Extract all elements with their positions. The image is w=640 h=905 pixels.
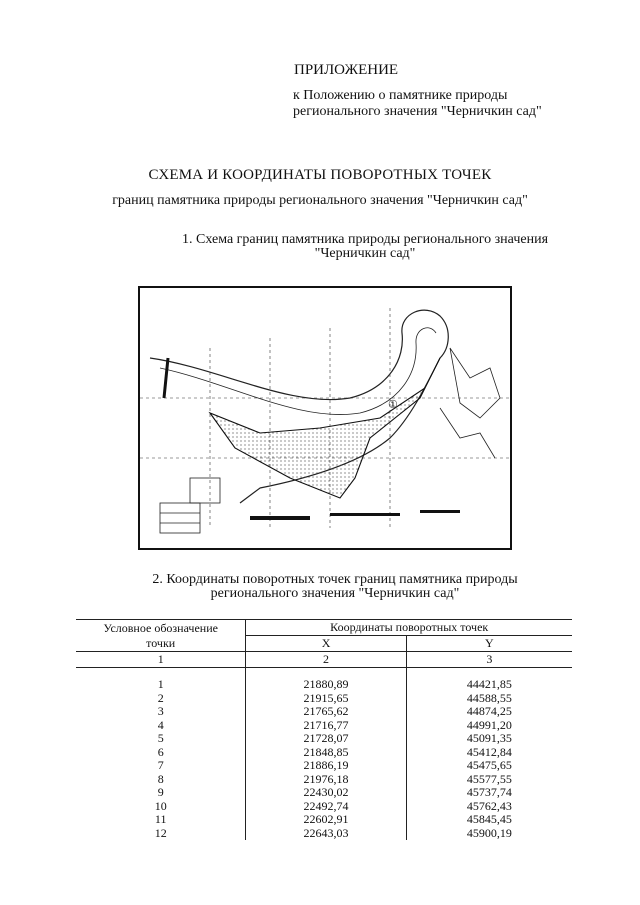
appendix-title: ПРИЛОЖЕНИЕ bbox=[294, 62, 399, 78]
point-header-line1: Условное обозначение bbox=[103, 620, 218, 635]
map-marker-label: ① bbox=[388, 398, 398, 411]
y-cell: 44874,25 bbox=[406, 705, 572, 719]
y-cell: 45762,43 bbox=[406, 800, 572, 814]
y-header: Y bbox=[406, 636, 572, 652]
x-cell: 22492,74 bbox=[246, 800, 406, 814]
x-cell: 22643,03 bbox=[246, 827, 406, 841]
x-cell: 21716,77 bbox=[246, 719, 406, 733]
y-cell: 45900,19 bbox=[406, 827, 572, 841]
point-cell: 8 bbox=[157, 771, 164, 786]
point-cell: 3 bbox=[157, 704, 164, 719]
x-cell: 22430,02 bbox=[246, 786, 406, 800]
table-row bbox=[76, 800, 572, 814]
y-cell: 45412,84 bbox=[406, 746, 572, 760]
section2-title bbox=[110, 573, 560, 601]
point-cell: 6 bbox=[157, 744, 164, 759]
section1-title bbox=[160, 233, 570, 261]
appendix-reference bbox=[293, 88, 542, 120]
y-cell: 45475,65 bbox=[406, 759, 572, 773]
x-header: X bbox=[246, 636, 406, 652]
table-row bbox=[76, 719, 572, 733]
coordinates-group-header: Координаты поворотных точек bbox=[246, 620, 572, 636]
x-cell: 22602,91 bbox=[246, 813, 406, 827]
boundary-map bbox=[138, 286, 512, 550]
point-header-line2: точки bbox=[146, 635, 176, 650]
table-row bbox=[76, 692, 572, 706]
y-cell: 45577,55 bbox=[406, 773, 572, 787]
survey-lines bbox=[140, 308, 510, 528]
table-row bbox=[76, 705, 572, 719]
point-designation-header bbox=[76, 620, 246, 652]
x-cell: 21848,85 bbox=[246, 746, 406, 760]
table-row bbox=[76, 678, 572, 692]
point-cell: 7 bbox=[157, 758, 164, 773]
point-cell: 5 bbox=[157, 731, 164, 746]
table-row bbox=[76, 813, 572, 827]
y-cell: 45845,45 bbox=[406, 813, 572, 827]
y-cell: 44588,55 bbox=[406, 692, 572, 706]
table-row bbox=[76, 827, 572, 841]
y-cell: 44991,20 bbox=[406, 719, 572, 733]
left-boundary-mark bbox=[164, 358, 168, 398]
table-row bbox=[76, 773, 572, 787]
road-strips bbox=[250, 510, 460, 520]
x-cell: 21886,19 bbox=[246, 759, 406, 773]
point-cell: 11 bbox=[154, 812, 167, 827]
x-cell: 21880,89 bbox=[246, 678, 406, 692]
point-cell: 9 bbox=[157, 785, 164, 800]
point-cell: 12 bbox=[154, 825, 167, 840]
table-row bbox=[76, 759, 572, 773]
point-cell: 1 bbox=[157, 677, 164, 692]
y-cell: 44421,85 bbox=[406, 678, 572, 692]
section2-line2: регионального значения "Черничкин сад" bbox=[210, 586, 460, 601]
point-cell: 10 bbox=[154, 798, 167, 813]
appendix-ref-line2: регионального значения "Черничкин сад" bbox=[293, 104, 542, 119]
y-cell: 45091,35 bbox=[406, 732, 572, 746]
col-number-1: 1 bbox=[76, 652, 246, 668]
point-cell: 4 bbox=[157, 717, 164, 732]
x-cell: 21976,18 bbox=[246, 773, 406, 787]
section1-line2: "Черничкин сад" bbox=[314, 246, 416, 261]
scheme-subheading: границ памятника природы регионального значения "Черничкин сад" bbox=[112, 193, 528, 208]
boundary-map-drawing bbox=[140, 288, 510, 548]
table-row bbox=[76, 786, 572, 800]
col-number-2: 2 bbox=[246, 652, 406, 668]
x-cell: 21765,62 bbox=[246, 705, 406, 719]
col-number-3: 3 bbox=[406, 652, 572, 668]
section1-line1: 1. Схема границ памятника природы регионального значения bbox=[181, 232, 549, 247]
scheme-heading: СХЕМА И КООРДИНАТЫ ПОВОРОТНЫХ ТОЧЕК bbox=[148, 167, 492, 183]
table-row bbox=[76, 732, 572, 746]
point-cell: 2 bbox=[157, 690, 164, 705]
coordinates-table bbox=[76, 619, 572, 840]
section2-line1: 2. Координаты поворотных точек границ памятника природы bbox=[152, 572, 518, 587]
monument-boundary bbox=[210, 358, 440, 498]
table-row bbox=[76, 746, 572, 760]
y-cell: 45737,74 bbox=[406, 786, 572, 800]
x-cell: 21728,07 bbox=[246, 732, 406, 746]
x-cell: 21915,65 bbox=[246, 692, 406, 706]
appendix-ref-line1: к Положению о памятнике природы bbox=[293, 88, 508, 103]
